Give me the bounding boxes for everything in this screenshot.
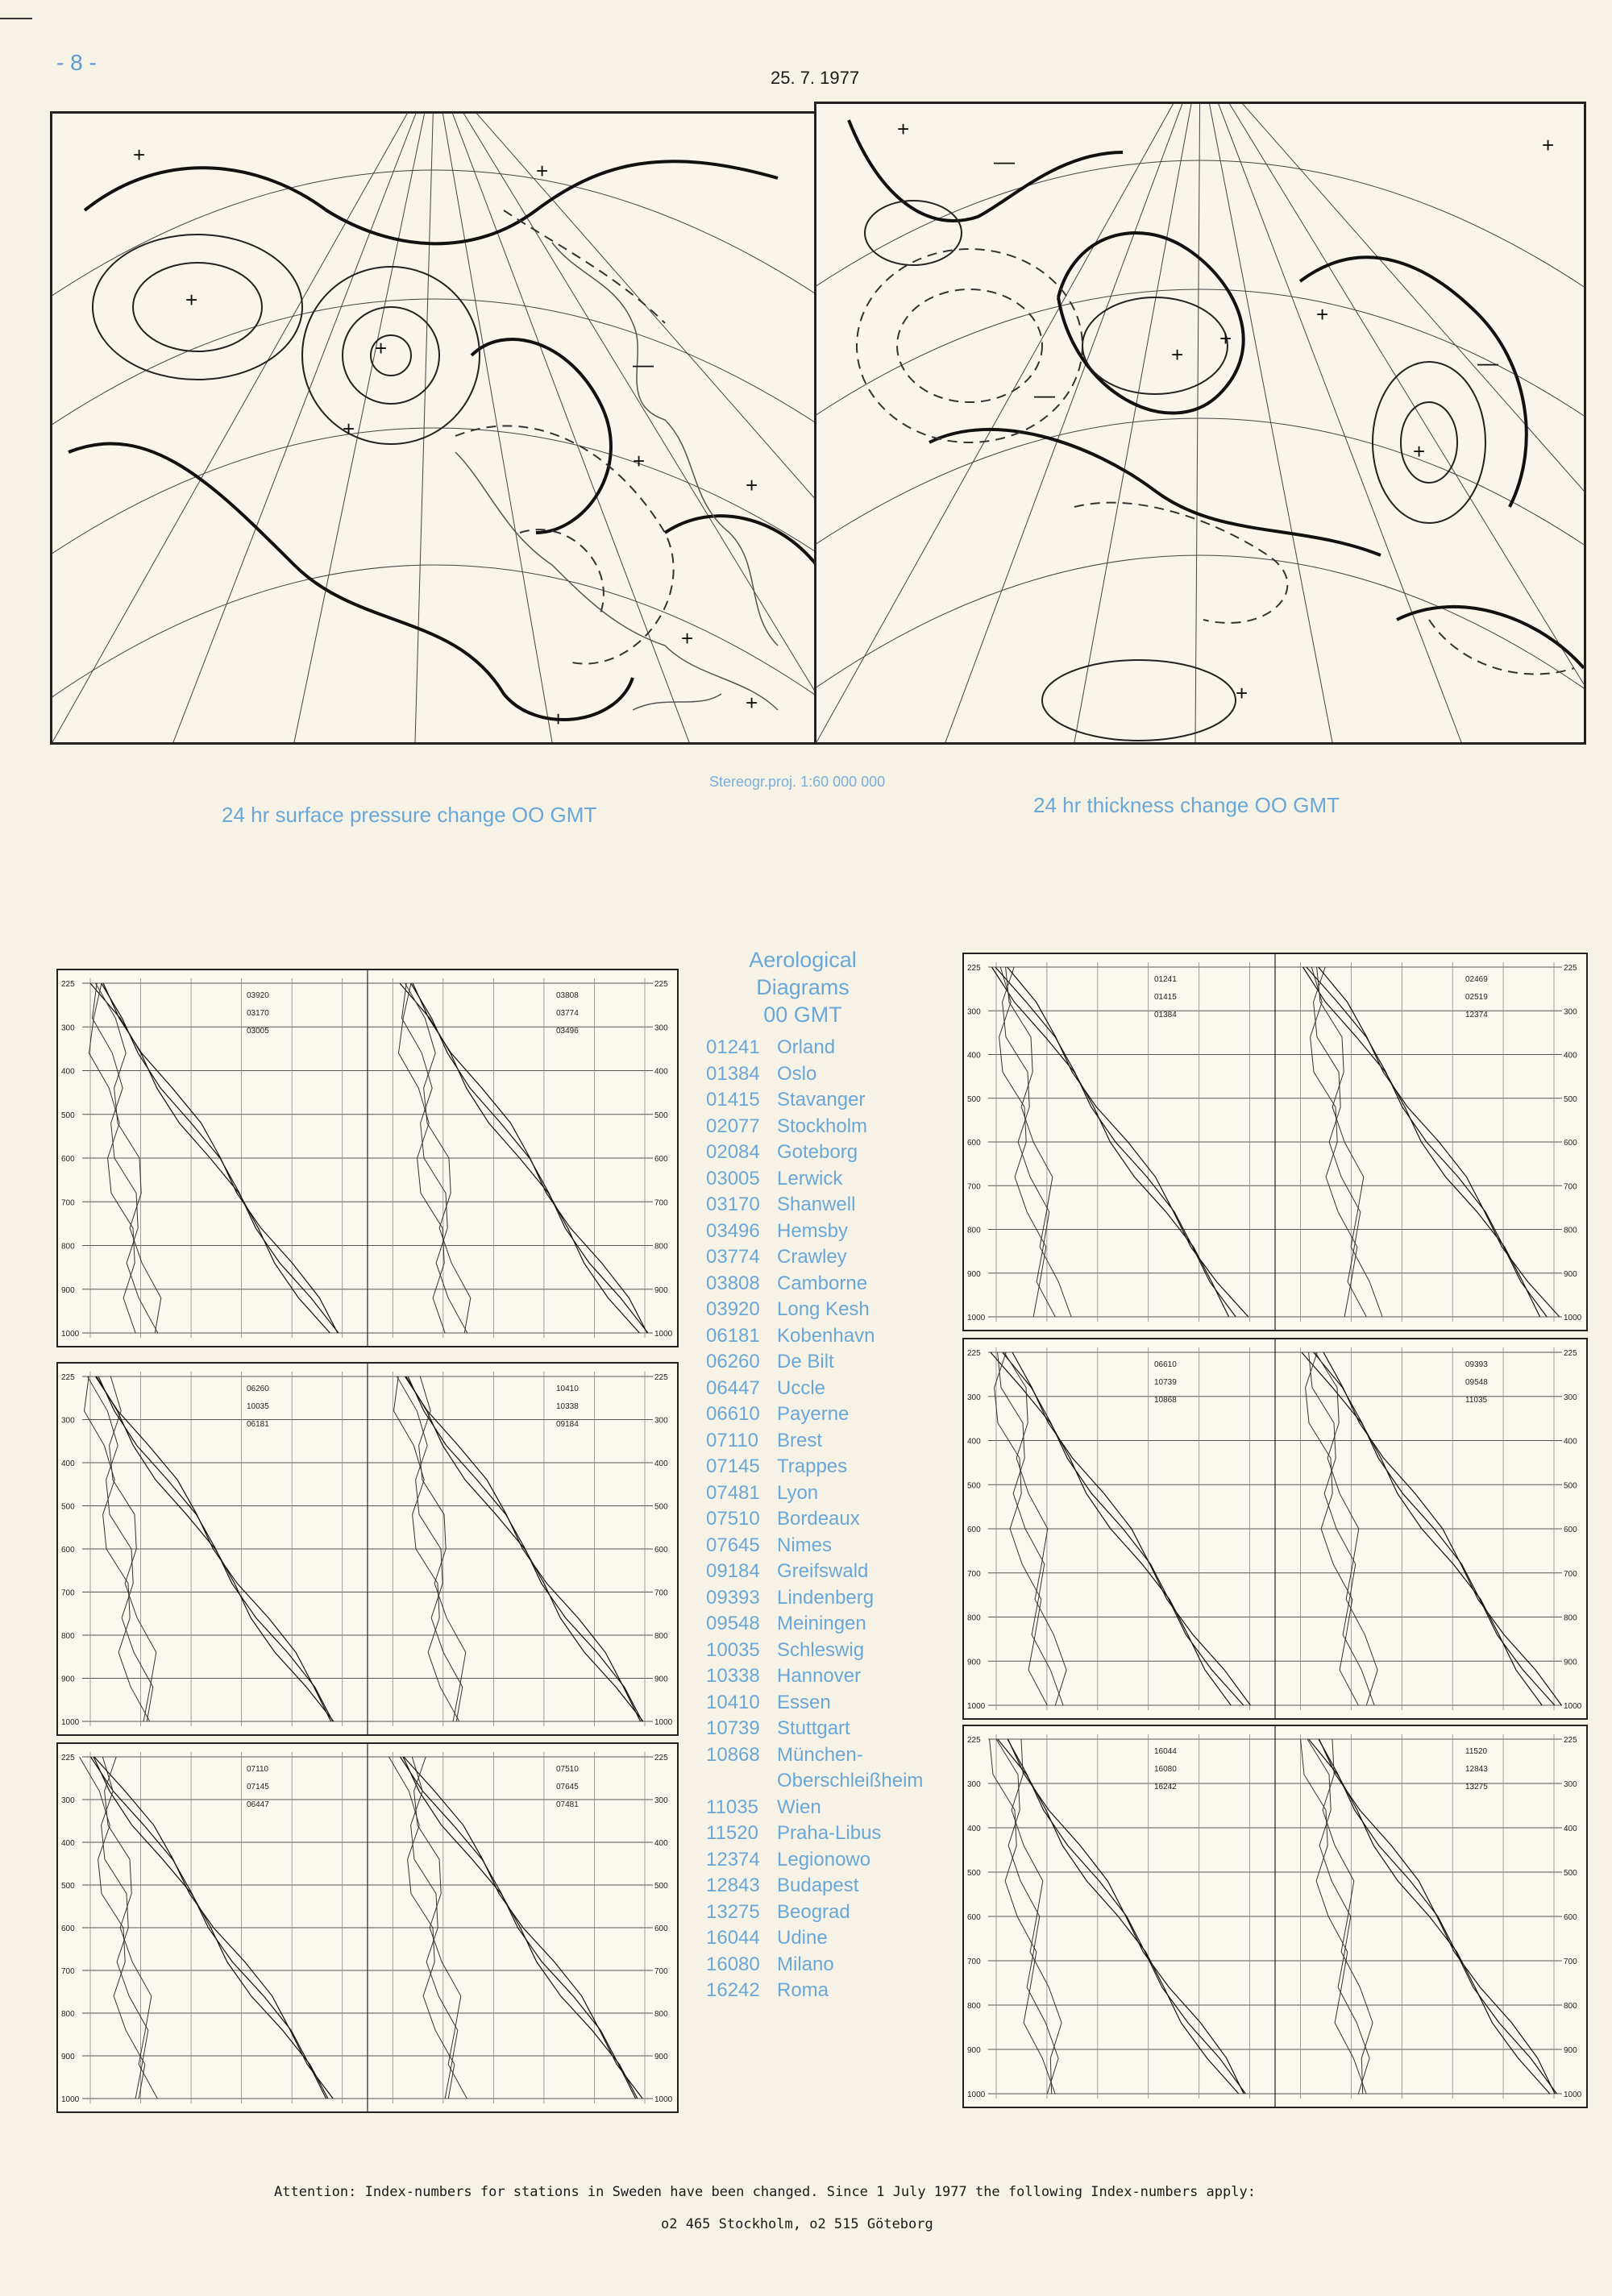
- pressure-label: 500: [967, 1869, 981, 1878]
- pressure-label: 1000: [654, 1718, 673, 1727]
- station-row: [706, 1638, 972, 1664]
- aerological-legend: [706, 946, 972, 2004]
- page-number: - 8 -: [56, 50, 97, 75]
- station-id: 02077: [706, 1115, 760, 1137]
- diagram-station-label: 10338: [556, 1402, 579, 1411]
- aerological-diagram-right-1: [962, 953, 1588, 1331]
- diagram-station-label: 10739: [1154, 1378, 1177, 1387]
- pressure-label: 300: [1564, 1780, 1577, 1789]
- station-id: 07110: [706, 1429, 758, 1451]
- station-row: [706, 1716, 972, 1742]
- station-name: Stuttgart: [777, 1717, 850, 1739]
- station-name: Essen: [777, 1691, 831, 1713]
- pressure-label: 600: [967, 1139, 981, 1148]
- pressure-label: 225: [967, 1736, 981, 1745]
- station-row: [706, 1244, 972, 1271]
- pressure-label: 800: [967, 1613, 981, 1623]
- pressure-label: 300: [967, 1007, 981, 1017]
- station-row: [706, 1611, 972, 1638]
- diagram-station-label: 07145: [247, 1783, 269, 1792]
- pressure-label: 700: [654, 1588, 668, 1598]
- pressure-label: 600: [1564, 1526, 1577, 1534]
- station-name: Legionowo: [777, 1848, 871, 1870]
- attention-numbers: o2 465 Stockholm, o2 515 Göteborg: [661, 2216, 933, 2232]
- station-name: Greifswald: [777, 1560, 869, 1582]
- diagram-station-label: 06610: [1154, 1360, 1177, 1369]
- station-id: 06447: [706, 1376, 760, 1399]
- diagram-station-label: 09184: [556, 1420, 579, 1429]
- station-id: 07145: [706, 1455, 760, 1477]
- diagram-station-label: 16044: [1154, 1747, 1177, 1756]
- pressure-label: 800: [1564, 1613, 1577, 1623]
- pressure-label: 800: [654, 2010, 668, 2019]
- pressure-label: 700: [654, 1967, 668, 1976]
- pressure-label: 500: [1564, 1869, 1577, 1878]
- pressure-label: 700: [654, 1198, 668, 1208]
- pressure-label: 500: [967, 1481, 981, 1491]
- station-name: München-: [777, 1743, 863, 1766]
- pressure-label: 600: [61, 1546, 75, 1555]
- pressure-label: 500: [654, 1882, 668, 1891]
- diagram-station-label: 10035: [247, 1402, 269, 1411]
- diagram-station-label: 02519: [1465, 993, 1488, 1002]
- pressure-label: 900: [61, 2053, 75, 2061]
- pressure-label: 1000: [61, 2095, 80, 2104]
- station-id: 07645: [706, 1534, 760, 1556]
- station-id: 10035: [706, 1638, 760, 1661]
- station-row: [706, 1297, 972, 1323]
- pressure-label: 800: [967, 2002, 981, 2011]
- pressure-label: 500: [654, 1111, 668, 1120]
- thickness-change-map-drawing: [816, 104, 1584, 742]
- station-name: Orland: [777, 1036, 836, 1058]
- station-name: Stavanger: [777, 1089, 866, 1111]
- station-name: Beograd: [777, 1900, 850, 1923]
- pressure-label: 600: [967, 1913, 981, 1922]
- station-name: Meiningen: [777, 1613, 866, 1634]
- station-name: Shanwell: [777, 1194, 856, 1215]
- pressure-label: 700: [1564, 1569, 1577, 1579]
- station-row: [706, 1506, 972, 1533]
- station-row: [706, 1219, 972, 1245]
- station-id: 09548: [706, 1613, 760, 1634]
- pressure-label: 225: [967, 964, 981, 973]
- station-id: 11035: [706, 1796, 758, 1818]
- svg-text:—: —: [994, 149, 1015, 173]
- pressure-label: 800: [61, 1632, 75, 1641]
- station-name: Payerne: [777, 1403, 850, 1425]
- station-id: 01384: [706, 1062, 760, 1085]
- station-name: Goteborg: [777, 1141, 858, 1163]
- station-id: 03920: [706, 1298, 760, 1320]
- diagram-station-label: 16242: [1154, 1783, 1177, 1792]
- station-id: [706, 1768, 777, 1795]
- station-name: Bordeaux: [777, 1508, 860, 1530]
- diagram-station-label: 07110: [247, 1765, 269, 1774]
- svg-text:+: +: [343, 417, 355, 441]
- projection-note: Stereogr.proj. 1:60 000 000: [709, 774, 886, 790]
- diagram-station-label: 11520: [1465, 1747, 1488, 1756]
- diagram-station-label: 06447: [247, 1800, 269, 1809]
- pressure-label: 400: [1564, 1437, 1577, 1447]
- pressure-label: 225: [1564, 1736, 1577, 1745]
- diagram-station-label: 09393: [1465, 1360, 1488, 1369]
- pressure-label: 600: [654, 1546, 668, 1555]
- pressure-label: 400: [654, 1839, 668, 1848]
- station-row: [706, 1166, 972, 1193]
- station-id: 16242: [706, 1979, 760, 2001]
- pressure-label: 900: [654, 2053, 668, 2061]
- diagram-station-label: 03808: [556, 991, 579, 1000]
- pressure-label: 600: [967, 1526, 981, 1534]
- svg-text:+: +: [1542, 133, 1555, 157]
- diagram-station-label: 10868: [1154, 1396, 1177, 1405]
- svg-text:+: +: [536, 159, 549, 183]
- left-map-caption: 24 hr surface pressure change OO GMT: [222, 803, 597, 827]
- pressure-label: 225: [1564, 964, 1577, 973]
- svg-text:+: +: [375, 336, 388, 360]
- station-row: [706, 1323, 972, 1350]
- station-id: 07510: [706, 1508, 760, 1530]
- svg-text:—: —: [1034, 383, 1055, 407]
- pressure-label: 225: [654, 1754, 668, 1762]
- station-name: Stockholm: [777, 1115, 868, 1137]
- pressure-label: 300: [654, 1023, 668, 1033]
- svg-text:—: —: [1477, 351, 1498, 375]
- diagram-station-label: 03170: [247, 1009, 269, 1018]
- pressure-label: 225: [61, 1754, 75, 1762]
- diagram-station-label: 03005: [247, 1027, 269, 1036]
- diagram-station-label: 09548: [1465, 1378, 1488, 1387]
- station-row: [706, 1663, 972, 1690]
- diagram-station-label: 11035: [1465, 1396, 1488, 1405]
- svg-text:+: +: [633, 449, 646, 473]
- station-name: Roma: [777, 1979, 829, 2001]
- pressure-label: 400: [967, 1437, 981, 1447]
- pressure-label: 300: [61, 1416, 75, 1426]
- station-row: [706, 1585, 972, 1612]
- pressure-label: 500: [61, 1882, 75, 1891]
- station-row: [706, 1271, 972, 1297]
- pressure-label: 1000: [654, 1330, 673, 1339]
- svg-text:+: +: [1316, 302, 1329, 326]
- pressure-label: 900: [967, 2046, 981, 2055]
- station-name: De Bilt: [777, 1351, 834, 1372]
- station-id: 03170: [706, 1194, 760, 1215]
- pressure-label: 500: [654, 1502, 668, 1512]
- pressure-label: 900: [967, 1658, 981, 1667]
- station-row: [706, 1768, 972, 1795]
- pressure-label: 600: [61, 1924, 75, 1933]
- station-row: [706, 1035, 972, 1061]
- aerological-diagram-right-2: [962, 1338, 1588, 1720]
- diagram-station-label: 07645: [556, 1783, 579, 1792]
- pressure-label: 400: [1564, 1825, 1577, 1833]
- diagram-station-label: 03920: [247, 991, 269, 1000]
- station-id: 10338: [706, 1665, 760, 1687]
- aerological-diagram-left-3: [56, 1742, 679, 2113]
- pressure-label: 600: [654, 1924, 668, 1933]
- station-row: [706, 1087, 972, 1114]
- station-id: 16080: [706, 1953, 760, 1975]
- pressure-label: 600: [1564, 1913, 1577, 1922]
- pressure-label: 1000: [61, 1330, 80, 1339]
- pressure-label: 900: [1564, 2046, 1577, 2055]
- pressure-label: 300: [654, 1796, 668, 1805]
- pressure-label: 900: [1564, 1658, 1577, 1667]
- station-row: [706, 1899, 972, 1926]
- pressure-label: 900: [61, 1285, 75, 1295]
- station-id: 11520: [706, 1822, 758, 1844]
- diagram-station-label: 02469: [1465, 975, 1488, 984]
- pressure-label: 800: [654, 1242, 668, 1252]
- svg-text:+: +: [1219, 326, 1232, 351]
- pressure-label: 225: [61, 1373, 75, 1382]
- pressure-label: 900: [654, 1675, 668, 1684]
- station-row: [706, 1742, 972, 1769]
- diagram-station-label: 13275: [1465, 1783, 1488, 1792]
- aerological-diagram-left-1: [56, 969, 679, 1347]
- aerological-diagram-right-3: [962, 1725, 1588, 2108]
- pressure-label: 600: [654, 1155, 668, 1164]
- pressure-label: 225: [1564, 1349, 1577, 1358]
- station-name: Milano: [777, 1953, 834, 1975]
- pressure-label: 600: [61, 1155, 75, 1164]
- station-list: [706, 1035, 972, 2004]
- station-name: Kobenhavn: [777, 1324, 875, 1347]
- pressure-label: 500: [61, 1502, 75, 1512]
- pressure-label: 300: [61, 1023, 75, 1033]
- station-id: 12374: [706, 1848, 760, 1870]
- station-row: [706, 1061, 972, 1088]
- station-id: 06181: [706, 1324, 760, 1347]
- station-name: Lyon: [777, 1481, 819, 1504]
- pressure-label: 400: [654, 1067, 668, 1077]
- diagram-station-label: 03496: [556, 1027, 579, 1036]
- pressure-label: 300: [967, 1780, 981, 1789]
- station-row: [706, 1480, 972, 1507]
- pressure-label: 1000: [1564, 2090, 1582, 2099]
- diagram-station-label: 01415: [1154, 993, 1177, 1002]
- station-name: Lindenberg: [777, 1586, 875, 1609]
- station-name: Long Kesh: [777, 1298, 870, 1320]
- station-row: [706, 1925, 972, 1952]
- pressure-label: 1000: [967, 1314, 986, 1322]
- pressure-label: 900: [1564, 1269, 1577, 1279]
- diagram-station-label: 03774: [556, 1009, 579, 1018]
- station-name: Crawley: [777, 1246, 847, 1268]
- diagram-station-label: 06181: [247, 1420, 269, 1429]
- svg-text:+: +: [1236, 681, 1248, 705]
- station-row: [706, 1454, 972, 1480]
- svg-text:+: +: [552, 707, 565, 731]
- station-name: Schleswig: [777, 1638, 865, 1661]
- pressure-label: 225: [654, 980, 668, 989]
- station-id: 10410: [706, 1691, 760, 1713]
- pressure-label: 700: [1564, 1182, 1577, 1192]
- pressure-label: 900: [61, 1675, 75, 1684]
- svg-text:+: +: [897, 117, 910, 141]
- pressure-label: 300: [1564, 1007, 1577, 1017]
- station-row: [706, 1690, 972, 1717]
- pressure-label: 300: [61, 1796, 75, 1805]
- pressure-label: 700: [967, 1958, 981, 1966]
- header-rule: [0, 18, 32, 19]
- station-id: 01241: [706, 1036, 760, 1058]
- diagram-station-label: 01384: [1154, 1011, 1177, 1019]
- pressure-label: 400: [654, 1459, 668, 1468]
- pressure-label: 500: [967, 1094, 981, 1104]
- station-row: [706, 1192, 972, 1219]
- station-id: 16044: [706, 1927, 760, 1949]
- svg-text:+: +: [681, 626, 694, 650]
- diagram-station-label: 01241: [1154, 975, 1177, 984]
- pressure-label: 700: [61, 1967, 75, 1976]
- pressure-label: 300: [1564, 1393, 1577, 1402]
- station-name: Udine: [777, 1927, 828, 1949]
- pressure-label: 1000: [1564, 1702, 1582, 1711]
- station-row: [706, 1952, 972, 1978]
- station-id: 06610: [706, 1403, 760, 1425]
- surface-pressure-map-drawing: [52, 114, 816, 742]
- station-name: Hemsby: [777, 1219, 849, 1242]
- station-name: Hannover: [777, 1665, 862, 1687]
- pressure-label: 800: [654, 1632, 668, 1641]
- station-name: Lerwick: [777, 1167, 843, 1190]
- pressure-label: 300: [654, 1416, 668, 1426]
- station-row: [706, 1349, 972, 1376]
- svg-text:+: +: [185, 288, 198, 312]
- station-row: [706, 1821, 972, 1847]
- station-id: 10868: [706, 1743, 760, 1766]
- station-row: [706, 1847, 972, 1874]
- pressure-label: 700: [61, 1198, 75, 1208]
- station-name: Nimes: [777, 1534, 833, 1556]
- station-row: [706, 1428, 972, 1455]
- pressure-label: 500: [1564, 1481, 1577, 1491]
- diagram-station-label: 06260: [247, 1385, 269, 1393]
- station-id: 12843: [706, 1875, 760, 1896]
- pressure-label: 800: [1564, 2002, 1577, 2011]
- pressure-label: 1000: [967, 2090, 986, 2099]
- station-id: 13275: [706, 1900, 760, 1923]
- station-id: 07481: [706, 1481, 760, 1504]
- pressure-label: 600: [1564, 1139, 1577, 1148]
- station-name: Wien: [777, 1796, 821, 1818]
- pressure-label: 800: [61, 1242, 75, 1252]
- svg-text:—: —: [633, 352, 654, 376]
- pressure-label: 400: [61, 1067, 75, 1077]
- svg-text:+: +: [133, 143, 146, 167]
- pressure-label: 400: [1564, 1051, 1577, 1061]
- station-id: 09184: [706, 1560, 760, 1582]
- station-row: [706, 1795, 972, 1821]
- pressure-label: 1000: [654, 2095, 673, 2104]
- pressure-label: 1000: [1564, 1314, 1582, 1322]
- station-row: [706, 1401, 972, 1428]
- pressure-label: 300: [967, 1393, 981, 1402]
- station-id: 10739: [706, 1717, 760, 1739]
- pressure-label: 800: [967, 1226, 981, 1235]
- station-name: Oslo: [777, 1062, 817, 1085]
- station-id: 01415: [706, 1089, 760, 1111]
- pressure-label: 225: [654, 1373, 668, 1382]
- station-row: [706, 1978, 972, 2004]
- pressure-label: 225: [967, 1349, 981, 1358]
- pressure-label: 400: [61, 1839, 75, 1848]
- station-name: Trappes: [777, 1455, 848, 1477]
- pressure-label: 900: [654, 1285, 668, 1295]
- station-name: Camborne: [777, 1272, 868, 1294]
- station-row: [706, 1533, 972, 1559]
- pressure-label: 800: [1564, 1226, 1577, 1235]
- pressure-label: 400: [967, 1051, 981, 1061]
- station-row: [706, 1140, 972, 1166]
- station-id: 03808: [706, 1272, 760, 1294]
- svg-text:+: +: [1413, 439, 1426, 463]
- diagram-station-label: 07510: [556, 1765, 579, 1774]
- diagram-station-label: 12374: [1465, 1011, 1488, 1019]
- pressure-label: 1000: [61, 1718, 80, 1727]
- legend-title-line1: Aerological: [749, 948, 857, 972]
- pressure-label: 500: [1564, 1094, 1577, 1104]
- station-row: [706, 1114, 972, 1140]
- diagram-station-label: 10410: [556, 1385, 579, 1393]
- svg-text:+: +: [1171, 343, 1184, 367]
- page-date: 25. 7. 1977: [771, 68, 860, 88]
- station-id: 03774: [706, 1246, 760, 1268]
- station-id: 02084: [706, 1141, 760, 1163]
- diagram-station-label: 16080: [1154, 1765, 1177, 1774]
- pressure-label: 700: [967, 1569, 981, 1579]
- legend-title-line2: Diagrams: [756, 975, 850, 999]
- pressure-label: 900: [967, 1269, 981, 1279]
- surface-pressure-map: [50, 111, 819, 745]
- diagram-station-label: 07481: [556, 1800, 579, 1809]
- station-id: 09393: [706, 1586, 760, 1609]
- station-name: Brest: [777, 1429, 823, 1451]
- pressure-label: 225: [61, 980, 75, 989]
- svg-text:+: +: [746, 691, 758, 715]
- pressure-label: 700: [1564, 1958, 1577, 1966]
- right-map-caption: 24 hr thickness change OO GMT: [1033, 793, 1340, 817]
- pressure-label: 1000: [967, 1702, 986, 1711]
- pressure-label: 400: [61, 1459, 75, 1468]
- aerological-diagram-left-2: [56, 1362, 679, 1736]
- station-id: 06260: [706, 1351, 760, 1372]
- station-row: [706, 1559, 972, 1585]
- pressure-label: 800: [61, 2010, 75, 2019]
- attention-note: Attention: Index-numbers for stations in Sweden have been changed. Since 1 July 1977 the following Index-numbers apply:: [274, 2184, 1256, 2200]
- pressure-label: 700: [967, 1182, 981, 1192]
- station-row: [706, 1873, 972, 1899]
- station-name: Oberschleißheim: [777, 1770, 924, 1792]
- station-name: Budapest: [777, 1875, 859, 1896]
- svg-text:+: +: [746, 473, 758, 497]
- legend-title-line3: 00 GMT: [763, 1003, 842, 1027]
- station-row: [706, 1376, 972, 1402]
- station-id: 03496: [706, 1219, 760, 1242]
- station-id: 03005: [706, 1167, 760, 1190]
- pressure-label: 400: [967, 1825, 981, 1833]
- thickness-change-map: [814, 102, 1586, 745]
- station-name: Praha-Libus: [777, 1822, 882, 1844]
- pressure-label: 700: [61, 1588, 75, 1598]
- pressure-label: 500: [61, 1111, 75, 1120]
- diagram-station-label: 12843: [1465, 1765, 1488, 1774]
- station-name: Uccle: [777, 1376, 826, 1399]
